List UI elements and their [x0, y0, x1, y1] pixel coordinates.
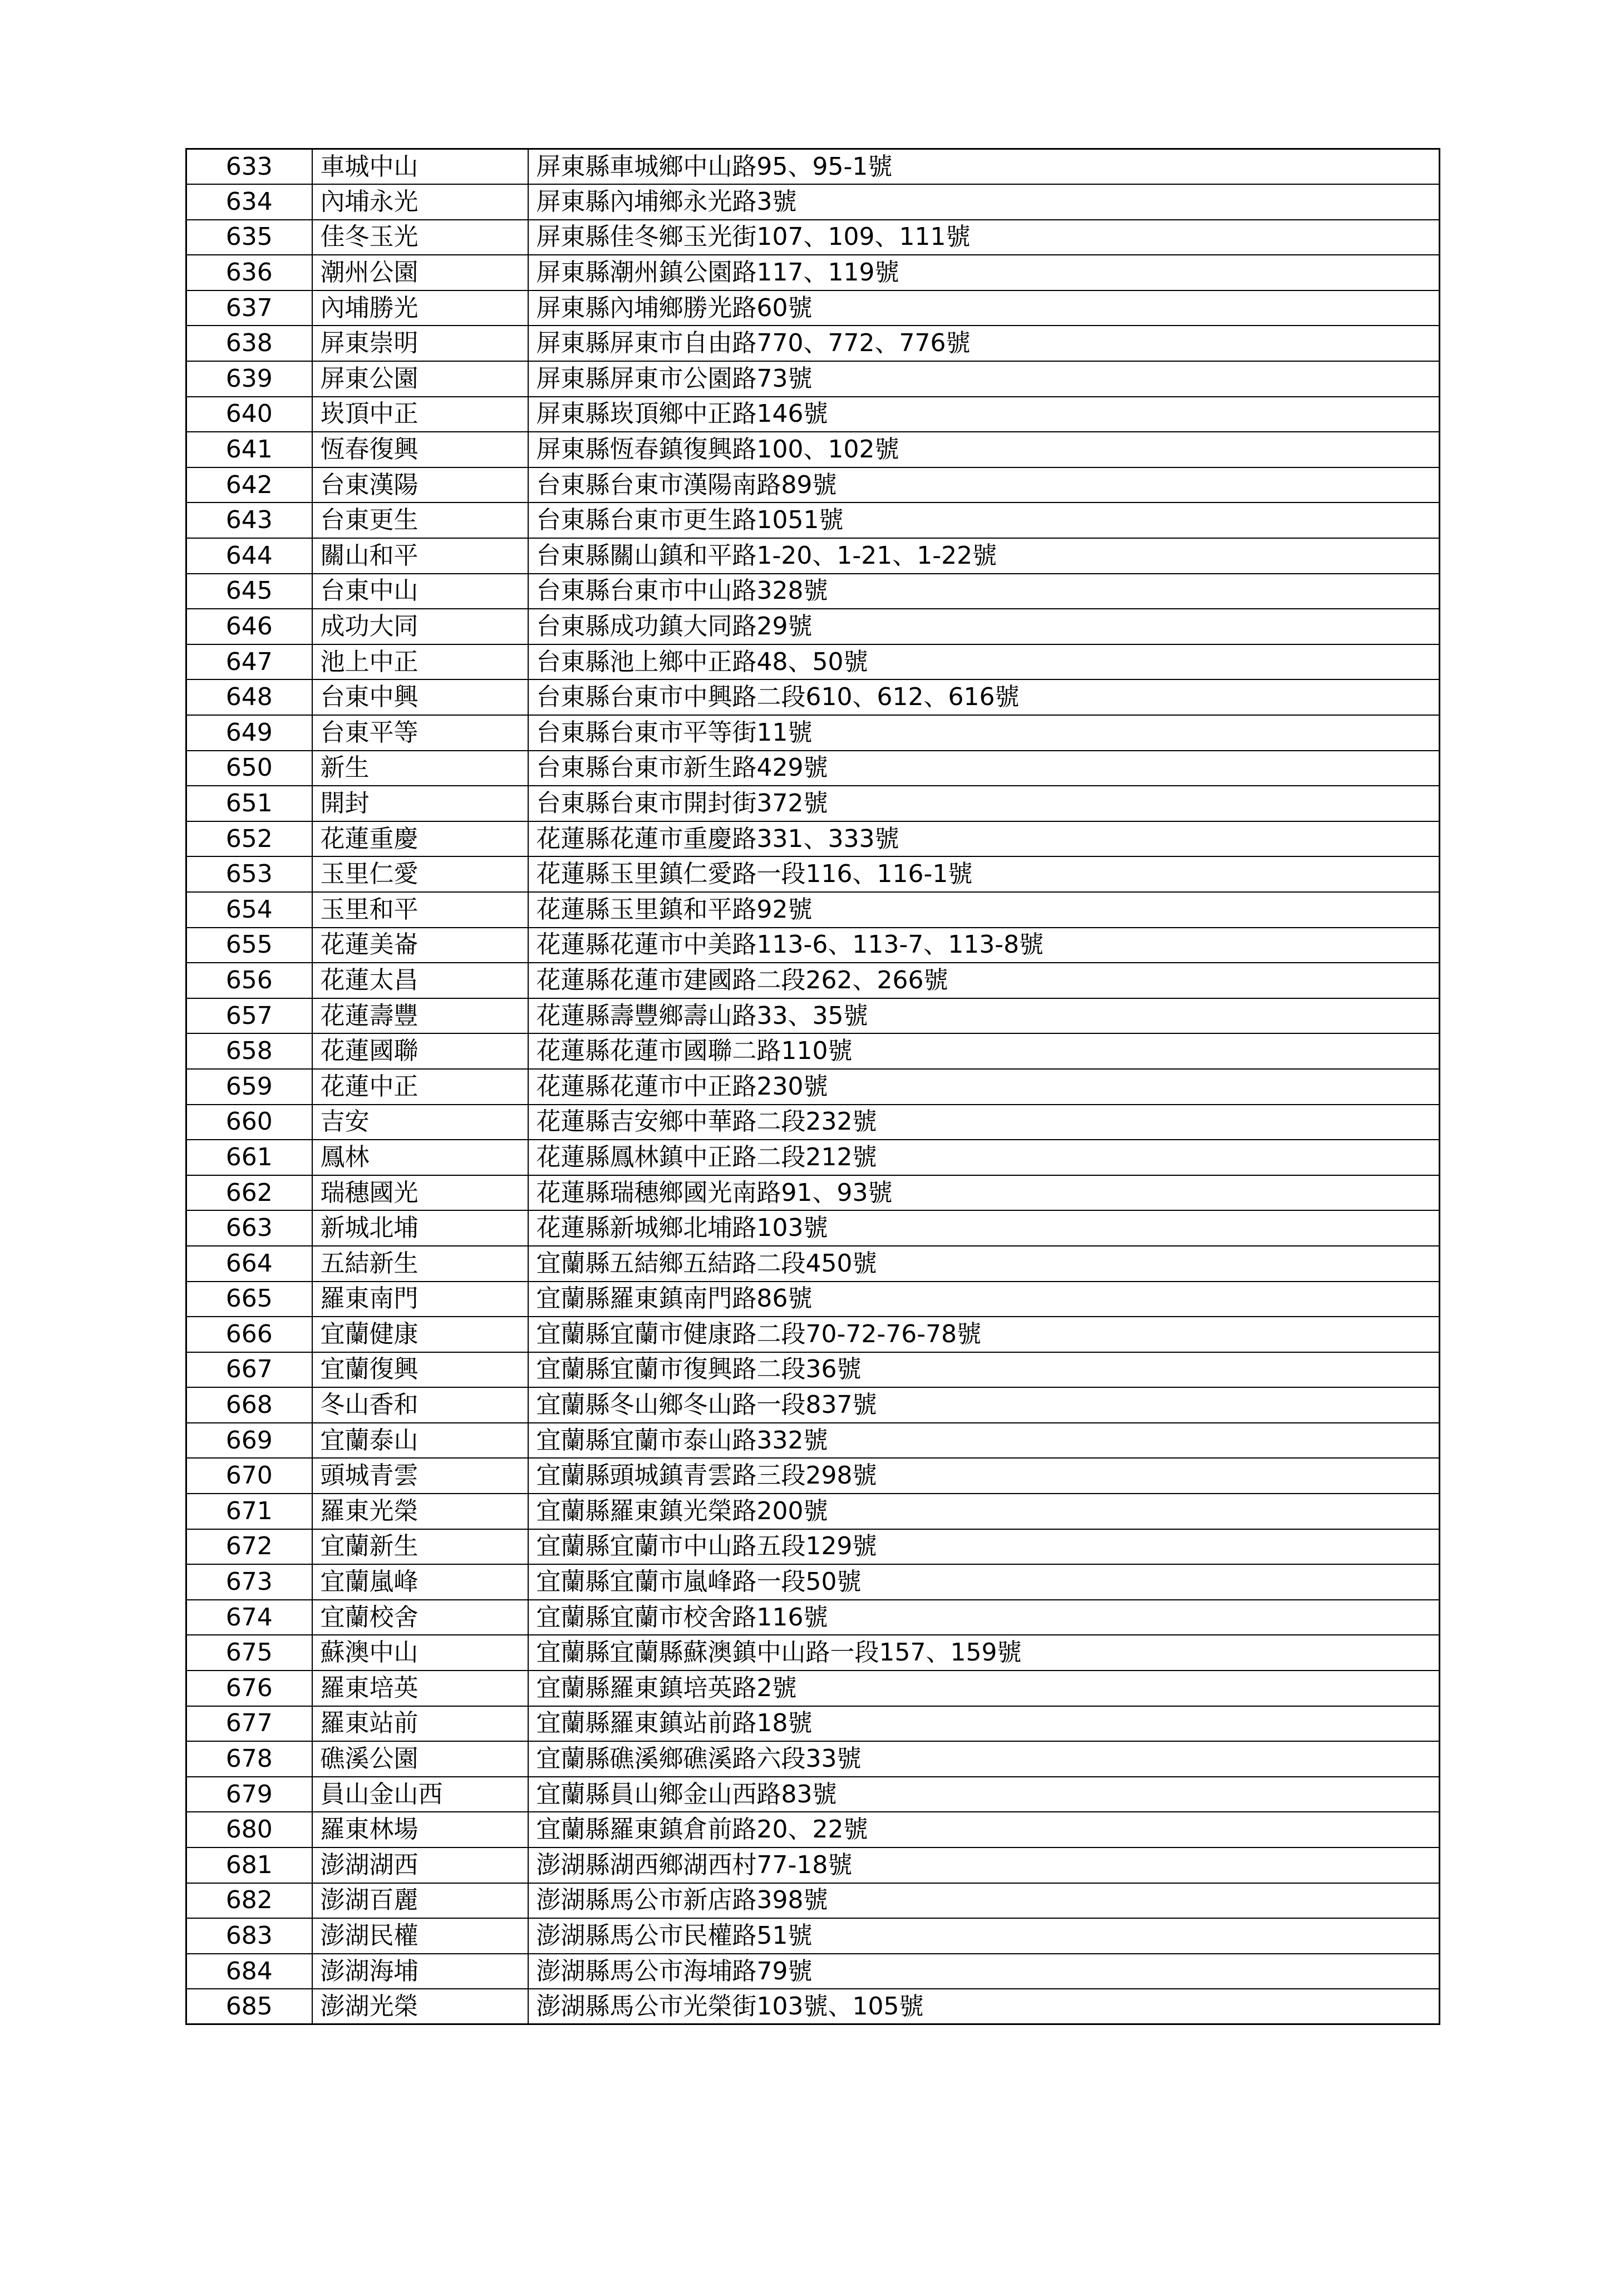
store-address-cell: 花蓮縣玉里鎮仁愛路一段116、116-1號 [528, 856, 1440, 892]
store-number-cell: 652 [186, 821, 312, 857]
store-address-cell: 台東縣台東市漢陽南路89號 [528, 467, 1440, 503]
store-name-cell: 花蓮壽豐 [312, 998, 528, 1034]
store-number-cell: 671 [186, 1494, 312, 1529]
table-row [186, 397, 1440, 432]
store-address-cell: 屏東縣恆春鎮復興路100、102號 [528, 432, 1440, 467]
store-name-cell: 台東中山 [312, 574, 528, 609]
table-row [186, 821, 1440, 857]
store-number-cell: 644 [186, 538, 312, 574]
store-address-cell: 澎湖縣馬公市海埔路79號 [528, 1954, 1440, 1989]
store-number-cell: 640 [186, 397, 312, 432]
store-address-cell: 花蓮縣花蓮市建國路二段262、266號 [528, 963, 1440, 998]
store-address-cell: 宜蘭縣宜蘭市泰山路332號 [528, 1423, 1440, 1459]
store-address-cell: 宜蘭縣宜蘭市嵐峰路一段50號 [528, 1564, 1440, 1600]
store-number-cell: 683 [186, 1918, 312, 1954]
store-name-cell: 成功大同 [312, 609, 528, 644]
store-number-cell: 634 [186, 184, 312, 220]
store-name-cell: 玉里仁愛 [312, 856, 528, 892]
table-row [186, 1105, 1440, 1140]
store-number-cell: 650 [186, 751, 312, 786]
store-address-cell: 花蓮縣花蓮市重慶路331、333號 [528, 821, 1440, 857]
table-row [186, 1423, 1440, 1459]
store-name-cell: 花蓮美崙 [312, 928, 528, 963]
store-number-cell: 659 [186, 1069, 312, 1105]
table-row [186, 609, 1440, 644]
store-address-cell: 屏東縣潮州鎮公園路117、119號 [528, 255, 1440, 290]
store-number-cell: 685 [186, 1989, 312, 2024]
store-address-cell: 花蓮縣鳳林鎮中正路二段212號 [528, 1140, 1440, 1175]
store-number-cell: 660 [186, 1105, 312, 1140]
table-row [186, 1847, 1440, 1883]
store-number-cell: 635 [186, 220, 312, 255]
store-address-cell: 澎湖縣馬公市民權路51號 [528, 1918, 1440, 1954]
table-row [186, 892, 1440, 928]
store-name-cell: 車城中山 [312, 149, 528, 185]
table-row [186, 1458, 1440, 1494]
table-row [186, 1210, 1440, 1246]
table-row [186, 326, 1440, 361]
table-row [186, 1175, 1440, 1211]
store-name-cell: 台東平等 [312, 715, 528, 751]
store-name-cell: 宜蘭健康 [312, 1317, 528, 1352]
store-number-cell: 651 [186, 786, 312, 821]
store-number-cell: 667 [186, 1352, 312, 1388]
table-row [186, 255, 1440, 290]
store-number-cell: 636 [186, 255, 312, 290]
table-row [186, 1777, 1440, 1812]
table-row [186, 1069, 1440, 1105]
store-number-cell: 633 [186, 149, 312, 185]
table-row [186, 1918, 1440, 1954]
table-row [186, 220, 1440, 255]
store-address-cell: 花蓮縣花蓮市國聯二路110號 [528, 1033, 1440, 1069]
store-name-cell: 宜蘭校舍 [312, 1600, 528, 1635]
store-name-cell: 羅東培英 [312, 1671, 528, 1706]
table-row [186, 1352, 1440, 1388]
store-number-cell: 647 [186, 644, 312, 680]
store-number-cell: 637 [186, 290, 312, 326]
table-row [186, 644, 1440, 680]
table-row [186, 856, 1440, 892]
table-row [186, 1317, 1440, 1352]
table-row [186, 1706, 1440, 1742]
store-address-cell: 台東縣台東市更生路1051號 [528, 502, 1440, 538]
table-row [186, 1600, 1440, 1635]
store-address-table [185, 148, 1440, 2025]
store-number-cell: 658 [186, 1033, 312, 1069]
store-number-cell: 680 [186, 1812, 312, 1847]
store-number-cell: 655 [186, 928, 312, 963]
store-name-cell: 澎湖湖西 [312, 1847, 528, 1883]
store-name-cell: 澎湖百麗 [312, 1883, 528, 1919]
store-number-cell: 668 [186, 1387, 312, 1423]
table-body [186, 149, 1440, 2024]
store-address-cell: 台東縣關山鎮和平路1-20、1-21、1-22號 [528, 538, 1440, 574]
table-row [186, 998, 1440, 1034]
store-address-cell: 花蓮縣吉安鄉中華路二段232號 [528, 1105, 1440, 1140]
table-row [186, 1564, 1440, 1600]
store-number-cell: 656 [186, 963, 312, 998]
table-row [186, 1494, 1440, 1529]
table-row [186, 1033, 1440, 1069]
store-address-cell: 花蓮縣玉里鎮和平路92號 [528, 892, 1440, 928]
table-row [186, 1671, 1440, 1706]
store-number-cell: 675 [186, 1635, 312, 1671]
table-row [186, 679, 1440, 715]
store-number-cell: 641 [186, 432, 312, 467]
store-address-cell: 屏東縣崁頂鄉中正路146號 [528, 397, 1440, 432]
table-row [186, 751, 1440, 786]
table-row [186, 184, 1440, 220]
table-row [186, 786, 1440, 821]
store-name-cell: 恆春復興 [312, 432, 528, 467]
store-name-cell: 羅東林場 [312, 1812, 528, 1847]
table-row [186, 1989, 1440, 2024]
store-number-cell: 639 [186, 361, 312, 397]
store-name-cell: 宜蘭泰山 [312, 1423, 528, 1459]
store-address-cell: 宜蘭縣冬山鄉冬山路一段837號 [528, 1387, 1440, 1423]
store-address-cell: 台東縣台東市開封街372號 [528, 786, 1440, 821]
store-address-cell: 宜蘭縣五結鄉五結路二段450號 [528, 1246, 1440, 1282]
store-number-cell: 664 [186, 1246, 312, 1282]
store-name-cell: 鳳林 [312, 1140, 528, 1175]
store-name-cell: 宜蘭復興 [312, 1352, 528, 1388]
table-row [186, 1529, 1440, 1565]
store-name-cell: 澎湖光榮 [312, 1989, 528, 2024]
store-number-cell: 676 [186, 1671, 312, 1706]
table-row [186, 1140, 1440, 1175]
store-number-cell: 678 [186, 1741, 312, 1777]
store-name-cell: 台東更生 [312, 502, 528, 538]
store-name-cell: 吉安 [312, 1105, 528, 1140]
store-name-cell: 玉里和平 [312, 892, 528, 928]
store-number-cell: 654 [186, 892, 312, 928]
store-name-cell: 池上中正 [312, 644, 528, 680]
table-row [186, 1954, 1440, 1989]
store-name-cell: 開封 [312, 786, 528, 821]
store-name-cell: 花蓮太昌 [312, 963, 528, 998]
store-number-cell: 679 [186, 1777, 312, 1812]
table-row [186, 574, 1440, 609]
store-address-cell: 屏東縣內埔鄉勝光路60號 [528, 290, 1440, 326]
table-row [186, 1246, 1440, 1282]
table-row [186, 432, 1440, 467]
store-name-cell: 蘇澳中山 [312, 1635, 528, 1671]
store-address-cell: 台東縣台東市中山路328號 [528, 574, 1440, 609]
store-name-cell: 佳冬玉光 [312, 220, 528, 255]
store-address-cell: 宜蘭縣羅東鎮南門路86號 [528, 1282, 1440, 1317]
store-name-cell: 屏東崇明 [312, 326, 528, 361]
store-number-cell: 653 [186, 856, 312, 892]
table-row [186, 361, 1440, 397]
store-name-cell: 員山金山西 [312, 1777, 528, 1812]
store-name-cell: 內埔永光 [312, 184, 528, 220]
table-row [186, 538, 1440, 574]
store-number-cell: 684 [186, 1954, 312, 1989]
store-address-cell: 宜蘭縣羅東鎮培英路2號 [528, 1671, 1440, 1706]
store-name-cell: 台東漢陽 [312, 467, 528, 503]
store-address-cell: 花蓮縣花蓮市中美路113-6、113-7、113-8號 [528, 928, 1440, 963]
store-number-cell: 670 [186, 1458, 312, 1494]
store-address-cell: 澎湖縣馬公市新店路398號 [528, 1883, 1440, 1919]
store-address-cell: 澎湖縣馬公市光榮街103號、105號 [528, 1989, 1440, 2024]
store-address-cell: 屏東縣內埔鄉永光路3號 [528, 184, 1440, 220]
store-address-cell: 澎湖縣湖西鄉湖西村77-18號 [528, 1847, 1440, 1883]
table-row [186, 1883, 1440, 1919]
table-row [186, 715, 1440, 751]
store-address-cell: 宜蘭縣羅東鎮站前路18號 [528, 1706, 1440, 1742]
store-address-cell: 台東縣台東市平等街11號 [528, 715, 1440, 751]
table-row [186, 1741, 1440, 1777]
store-name-cell: 澎湖民權 [312, 1918, 528, 1954]
store-name-cell: 新城北埔 [312, 1210, 528, 1246]
table-row [186, 149, 1440, 185]
store-number-cell: 661 [186, 1140, 312, 1175]
store-address-cell: 屏東縣屏東市公園路73號 [528, 361, 1440, 397]
table-row [186, 928, 1440, 963]
store-name-cell: 花蓮中正 [312, 1069, 528, 1105]
store-address-cell: 宜蘭縣宜蘭市中山路五段129號 [528, 1529, 1440, 1565]
store-number-cell: 669 [186, 1423, 312, 1459]
table-row [186, 1387, 1440, 1423]
store-address-cell: 台東縣成功鎮大同路29號 [528, 609, 1440, 644]
store-number-cell: 672 [186, 1529, 312, 1565]
store-name-cell: 宜蘭新生 [312, 1529, 528, 1565]
store-name-cell: 關山和平 [312, 538, 528, 574]
store-name-cell: 屏東公園 [312, 361, 528, 397]
store-address-cell: 台東縣池上鄉中正路48、50號 [528, 644, 1440, 680]
store-name-cell: 崁頂中正 [312, 397, 528, 432]
store-address-cell: 屏東縣佳冬鄉玉光街107、109、111號 [528, 220, 1440, 255]
store-name-cell: 羅東南門 [312, 1282, 528, 1317]
table-row [186, 467, 1440, 503]
store-address-cell: 宜蘭縣員山鄉金山西路83號 [528, 1777, 1440, 1812]
store-address-cell: 花蓮縣瑞穗鄉國光南路91、93號 [528, 1175, 1440, 1211]
store-number-cell: 662 [186, 1175, 312, 1211]
store-name-cell: 羅東光榮 [312, 1494, 528, 1529]
store-number-cell: 642 [186, 467, 312, 503]
table-row [186, 290, 1440, 326]
store-name-cell: 五結新生 [312, 1246, 528, 1282]
store-address-cell: 宜蘭縣宜蘭市校舍路116號 [528, 1600, 1440, 1635]
store-address-cell: 宜蘭縣頭城鎮青雲路三段298號 [528, 1458, 1440, 1494]
store-number-cell: 665 [186, 1282, 312, 1317]
store-name-cell: 潮州公園 [312, 255, 528, 290]
store-number-cell: 648 [186, 679, 312, 715]
store-address-cell: 宜蘭縣宜蘭市復興路二段36號 [528, 1352, 1440, 1388]
store-number-cell: 638 [186, 326, 312, 361]
store-number-cell: 643 [186, 502, 312, 538]
table-row [186, 502, 1440, 538]
store-name-cell: 澎湖海埔 [312, 1954, 528, 1989]
store-address-cell: 花蓮縣壽豐鄉壽山路33、35號 [528, 998, 1440, 1034]
store-address-cell: 花蓮縣花蓮市中正路230號 [528, 1069, 1440, 1105]
store-number-cell: 646 [186, 609, 312, 644]
store-number-cell: 673 [186, 1564, 312, 1600]
store-name-cell: 台東中興 [312, 679, 528, 715]
store-address-cell: 台東縣台東市新生路429號 [528, 751, 1440, 786]
store-number-cell: 674 [186, 1600, 312, 1635]
store-name-cell: 頭城青雲 [312, 1458, 528, 1494]
store-number-cell: 649 [186, 715, 312, 751]
store-name-cell: 新生 [312, 751, 528, 786]
store-name-cell: 花蓮重慶 [312, 821, 528, 857]
store-address-cell: 宜蘭縣羅東鎮光榮路200號 [528, 1494, 1440, 1529]
store-address-cell: 宜蘭縣礁溪鄉礁溪路六段33號 [528, 1741, 1440, 1777]
store-number-cell: 681 [186, 1847, 312, 1883]
store-name-cell: 花蓮國聯 [312, 1033, 528, 1069]
store-name-cell: 礁溪公園 [312, 1741, 528, 1777]
table-row [186, 963, 1440, 998]
store-name-cell: 羅東站前 [312, 1706, 528, 1742]
store-address-cell: 宜蘭縣羅東鎮倉前路20、22號 [528, 1812, 1440, 1847]
store-name-cell: 冬山香和 [312, 1387, 528, 1423]
store-number-cell: 657 [186, 998, 312, 1034]
store-address-cell: 宜蘭縣宜蘭縣蘇澳鎮中山路一段157、159號 [528, 1635, 1440, 1671]
store-address-cell: 宜蘭縣宜蘭市健康路二段70-72-76-78號 [528, 1317, 1440, 1352]
store-name-cell: 宜蘭嵐峰 [312, 1564, 528, 1600]
store-number-cell: 682 [186, 1883, 312, 1919]
table-row [186, 1812, 1440, 1847]
store-address-cell: 台東縣台東市中興路二段610、612、616號 [528, 679, 1440, 715]
table-row [186, 1635, 1440, 1671]
store-name-cell: 瑞穗國光 [312, 1175, 528, 1211]
store-address-cell: 屏東縣屏東市自由路770、772、776號 [528, 326, 1440, 361]
store-number-cell: 663 [186, 1210, 312, 1246]
store-address-cell: 花蓮縣新城鄉北埔路103號 [528, 1210, 1440, 1246]
store-number-cell: 677 [186, 1706, 312, 1742]
store-name-cell: 內埔勝光 [312, 290, 528, 326]
store-number-cell: 666 [186, 1317, 312, 1352]
store-address-cell: 屏東縣車城鄉中山路95、95-1號 [528, 149, 1440, 185]
table-row [186, 1282, 1440, 1317]
store-number-cell: 645 [186, 574, 312, 609]
